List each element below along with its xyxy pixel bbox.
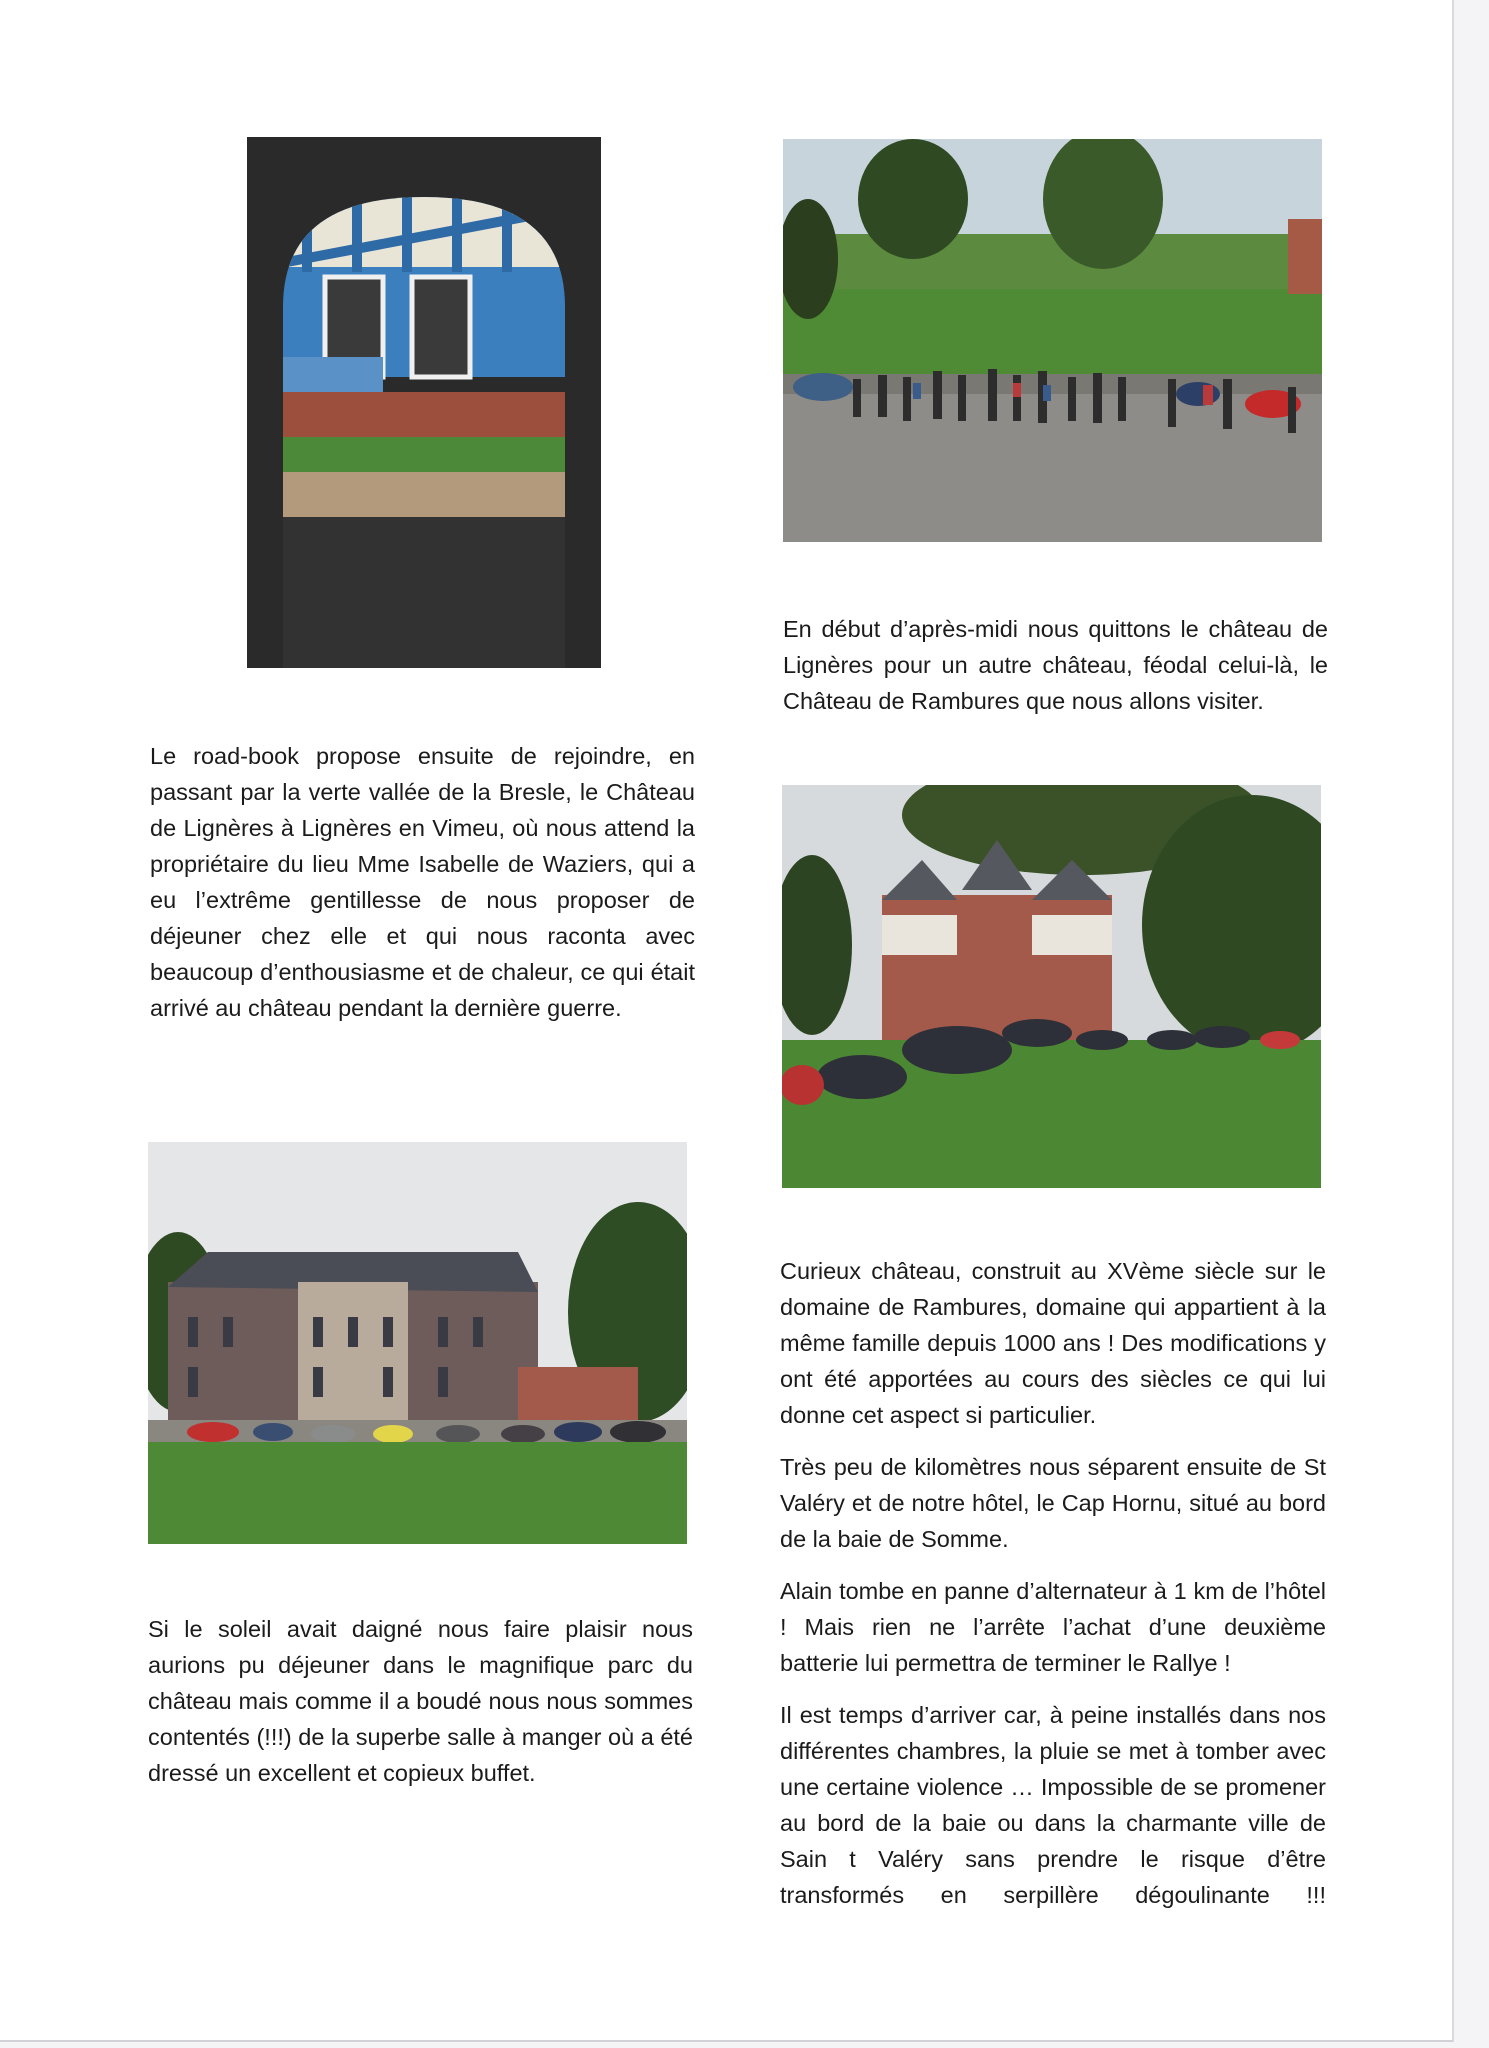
archway-photo bbox=[247, 137, 601, 668]
lunch-paragraph bbox=[148, 1611, 693, 1807]
alain-paragraph: Alain tombe en panne d’alternateur à 1 km de l’hôtel ! Mais rien ne l’arrête l’achat d’une deuxième batterie lui permettra de terminer le Rallye ! bbox=[780, 1578, 1326, 1676]
right-column-text bbox=[780, 1253, 1326, 1929]
paragraph: En début d’après-midi nous quittons le château de Lignères pour un autre château, féodal celui-là, le Château de Rambures que nous allons visiter. bbox=[783, 616, 1328, 714]
lignieres-intro-paragraph bbox=[150, 738, 695, 1042]
rain-paragraph: Il est temps d’arriver car, à peine installés dans nos différentes chambres, la pluie se met à tomber avec une certaine violence … Impossible de se promener au bord de la baie ou dans la charmante ville de Sain t Valéry sans prendre le risque d’être transformés en serpillère dégoulinante !!! bbox=[780, 1702, 1326, 1908]
group-photo bbox=[783, 139, 1322, 542]
rambures-castle-photo bbox=[782, 785, 1321, 1188]
paragraph: Si le soleil avait daigné nous faire plaisir nous aurions pu déjeuner dans le magnifique parc du château mais comme il a boudé nous nous sommes contentés (!!!) de la superbe salle à manger où a été dressé un excellent et copieux buffet. bbox=[148, 1616, 693, 1786]
rambures-description-paragraph: Curieux château, construit au XVème siècle sur le domaine de Rambures, domaine qui appartient à la même famille depuis 1000 ans ! Des modifications y ont été apportées au cours des siècles ce qui lui donne cet aspect si particulier. bbox=[780, 1258, 1326, 1428]
afternoon-paragraph bbox=[783, 611, 1328, 735]
paragraph: Le road-book propose ensuite de rejoindre, en passant par la verte vallée de la Bresle, le Château de Lignères à Lignères en Vimeu, où nous attend la propriétaire du lieu Mme Isabelle de Waziers, qui a eu l’extrême gentillesse de nous proposer de déjeuner chez elle et qui nous raconta avec beaucoup d’enthousiasme et de chaleur, ce qui était arrivé au château pendant la dernière guerre. bbox=[150, 743, 695, 1021]
hotel-paragraph: Très peu de kilomètres nous séparent ensuite de St Valéry et de notre hôtel, le Cap Hornu, situé au bord de la baie de Somme. bbox=[780, 1454, 1326, 1552]
lignieres-chateau-photo bbox=[148, 1142, 687, 1544]
